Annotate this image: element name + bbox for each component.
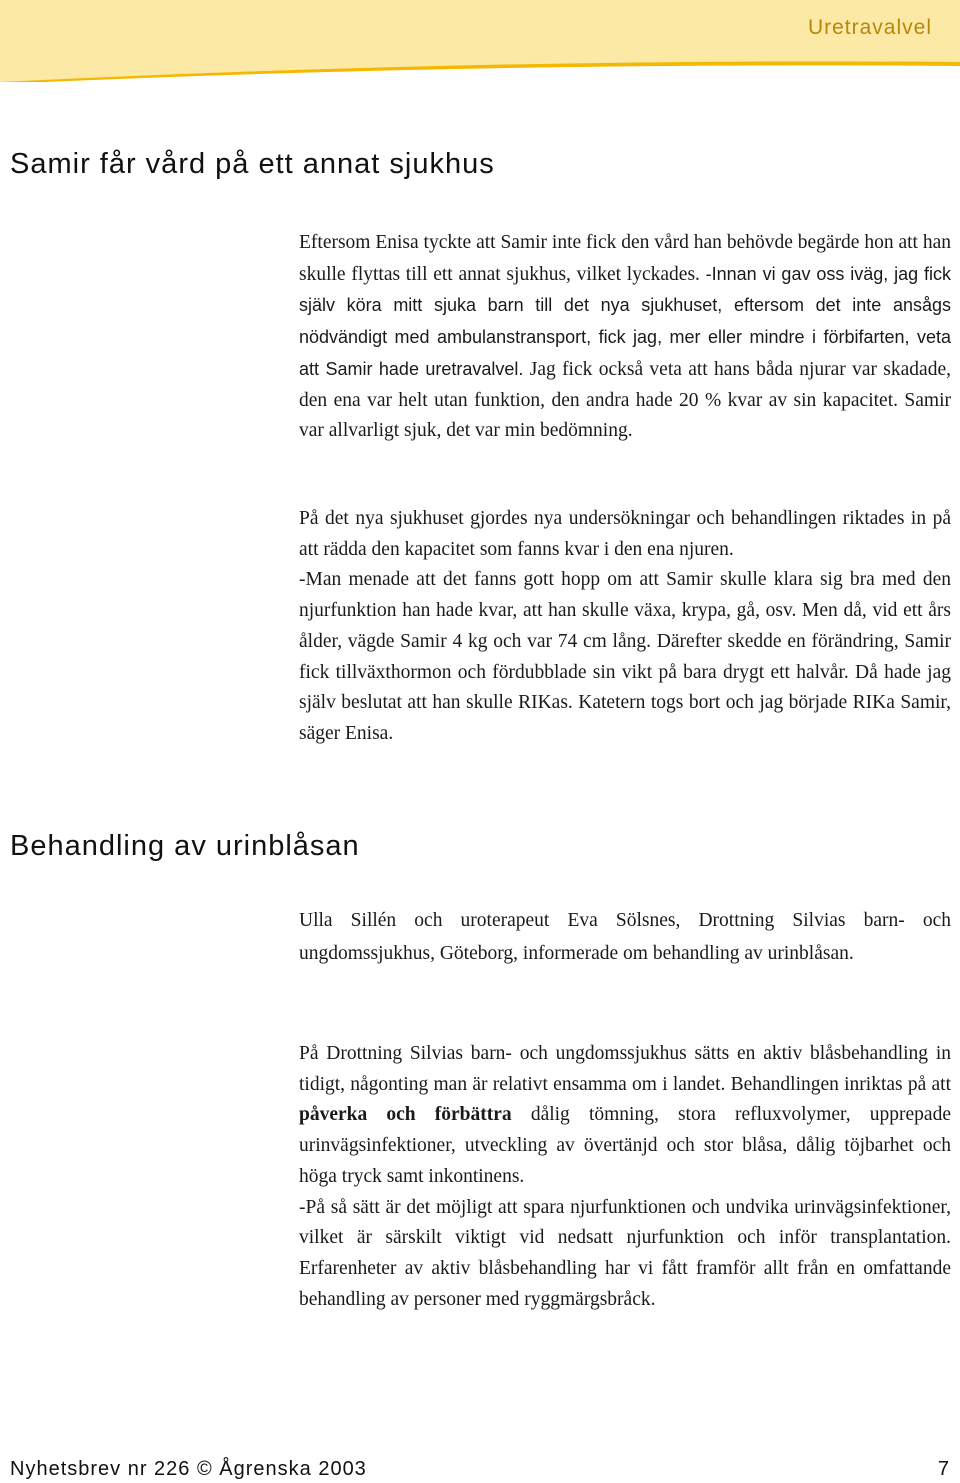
paragraph-text: Jag fick också veta att hans båda njurar var skadade, den ena var helt utan funktion, den andra hade 20 % kvar av sin kapacitet. Samir var allvarligt sjuk, det var min bedömning. [299,358,951,442]
header-title: Uretravalvel [807,16,932,39]
section2-paragraph1 [299,904,951,970]
section-heading-samir: Samir får vård på ett annat sjukhus [10,148,495,180]
paragraph-text: Eftersom Enisa tyckte att Samir inte fick den vård han behövde begärde hon att han skulle flyttas till ett annat sjukhus, vilket lyckades. [299,232,951,285]
paragraph-text: dålig tömning, stora refluxvolymer, upprepade urinvägsinfektioner, utveckling av övertänjd och stor blåsa, dålig töjbarhet och höga tryck samt inkontinens. [299,1104,951,1187]
paragraph-text: På det nya sjukhuset gjordes nya undersökningar och behandlingen riktades in på att rädda den kapacitet som fanns kvar i den ena njuren. [299,508,951,560]
header-band [0,0,960,82]
header-swoosh [0,0,960,82]
paragraph-text: -Man menade att det fanns gott hopp om att Samir skulle klara sig bra med den njurfunktion han hade kvar, att han skulle växa, krypa, gå, osv. Men då, vid ett års ålder, vägde Samir 4 kg och var 74 cm lång. Därefter skedde en förändring, Samir fick tillväxthormon och fördubblade sin vikt på bara drygt ett halvår. Då hade jag själv beslutat att han skulle RIKas. Katetern togs bort och jag började RIKa Samir, säger Enisa. [299,569,951,744]
paragraph-text: -På så sätt är det möjligt att spara njurfunktionen och undvika urinvägsinfektioner, vilket är särskilt viktigt vid nedsatt njurfunktion och inför transplantation. Erfarenheter av aktiv blåsbehandling har vi fått framför allt från en omfattande behandling av personer med ryggmärgsbråck. [299,1196,951,1310]
page-number: 7 [937,1458,950,1480]
section1-paragraph2 [299,504,951,750]
footer-newsletter-info: Nyhetsbrev nr 226 © Ågrenska 2003 [10,1458,367,1480]
paragraph-text: Ulla Sillén och uroterapeut Eva Sölsnes, Drottning Silvias barn- och ungdomssjukhus, Göteborg, informerade om behandling av urinblåsan. [299,910,951,964]
section2-paragraph2 [299,1039,951,1315]
section1-paragraph1 [299,228,951,447]
bold-emphasis: påverka och förbättra [299,1104,512,1126]
paragraph-text: -Innan vi gav oss iväg, jag fick själv köra mitt sjuka barn till det nya sjukhuset, eftersom det inte ansågs nödvändigt med ambulanstransport, fick jag, mer eller mindre i förbifarten, veta att Samir hade uretravalvel. [299,263,951,379]
section-heading-urinblasan: Behandling av urinblåsan [10,830,360,862]
paragraph-text: På Drottning Silvias barn- och ungdomssjukhus sätts en aktiv blåsbehandling in tidigt, någonting man är relativt ensamma om i landet. Behandlingen inriktas på att [299,1043,951,1095]
